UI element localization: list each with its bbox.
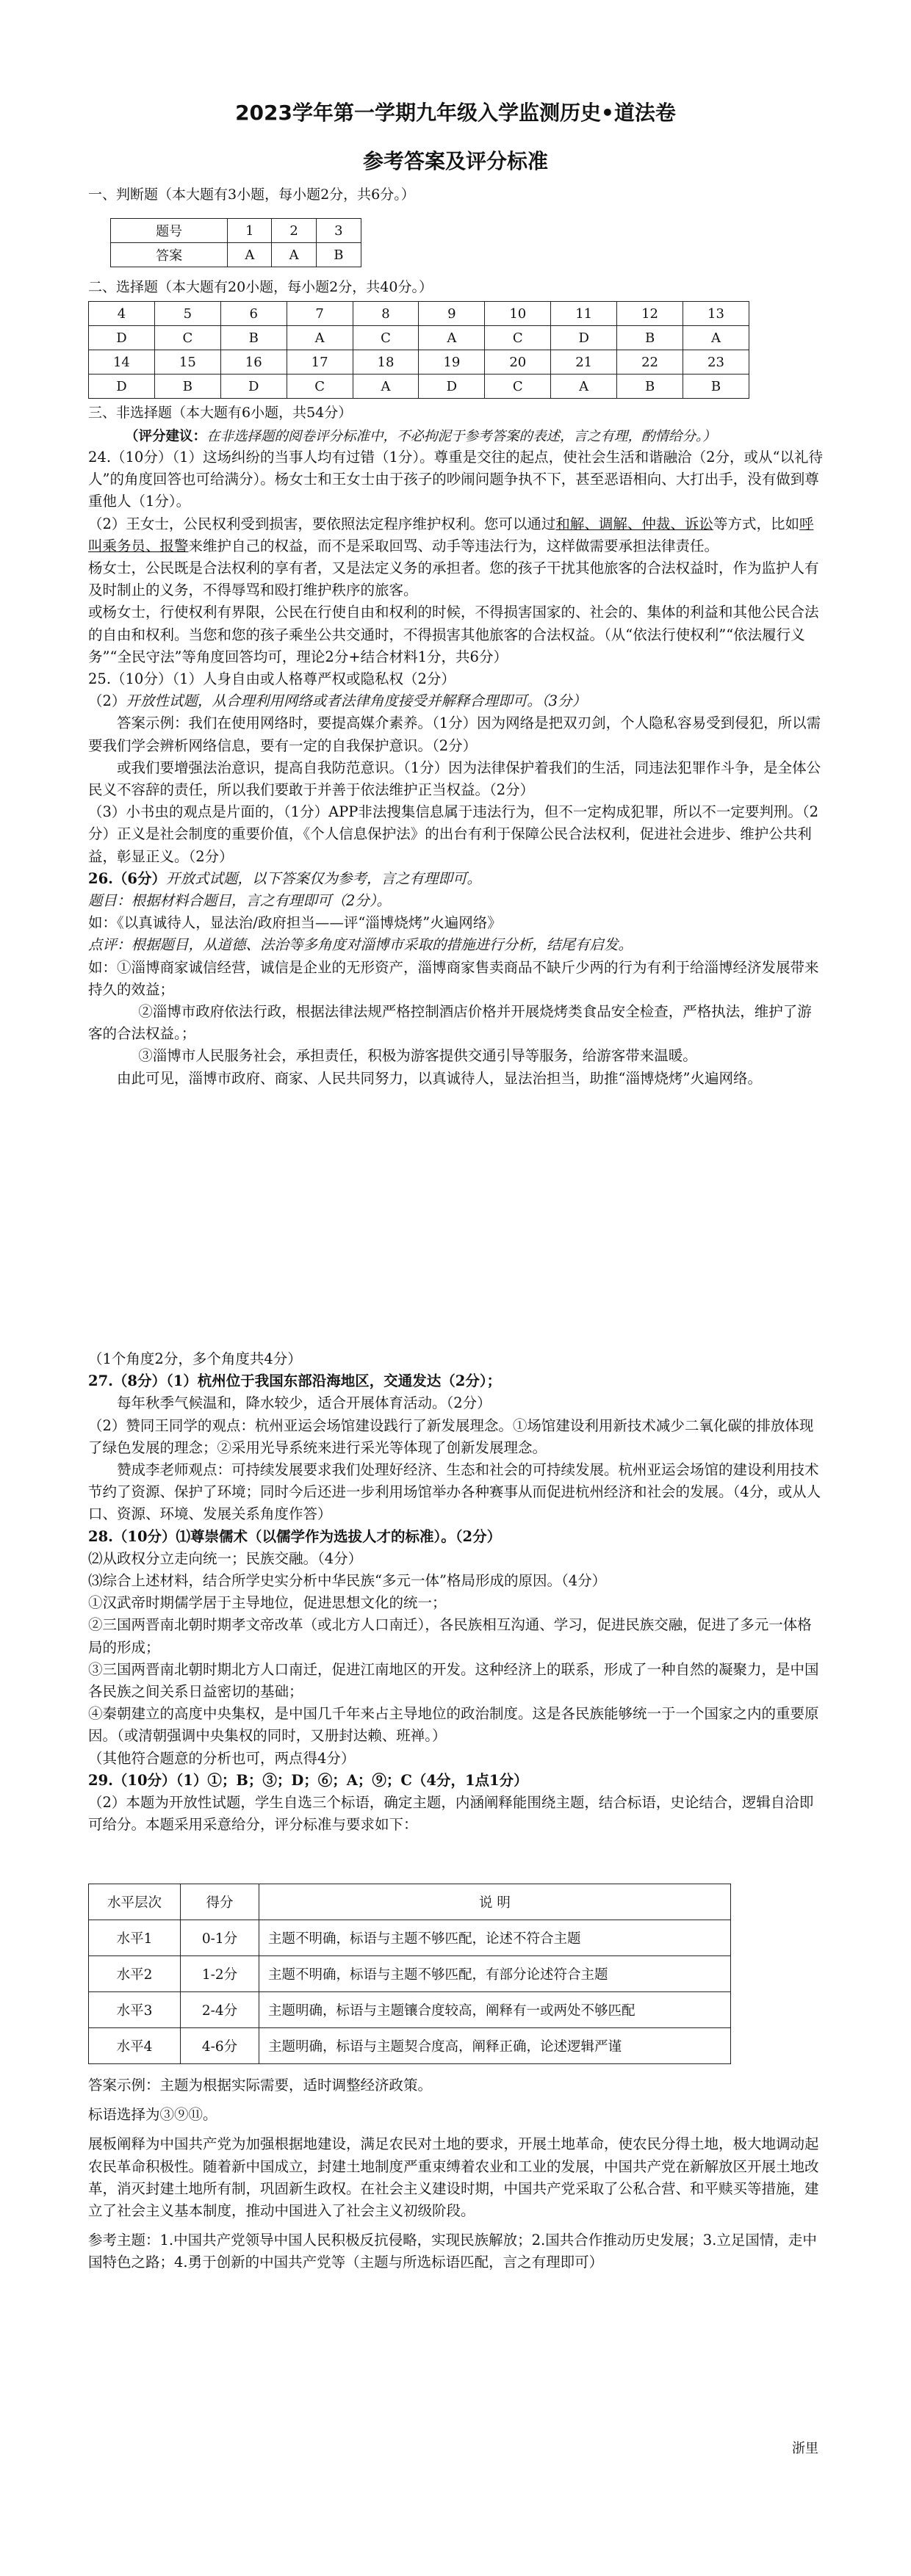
answer-cell: C — [485, 375, 551, 399]
question-number: 13 — [683, 302, 749, 326]
q28-reason-4: ④秦朝建立的高度中央集权，是中国几千年来占主导地位的政治制度。这是各民族能够统一于一个国家之内的重要原因。（或清朝强调中央集权的同时，又册封达赖、班禅。） — [88, 1705, 819, 1745]
help-methods: 呼叫乘务员、报警 — [88, 515, 814, 554]
q26-point-1: 如：①淄博商家诚信经营，诚信是企业的无形资产，淄博商家售卖商品不缺斤少两的行为有利于给淄博经济发展带来持久的效益； — [88, 958, 819, 998]
q25-part3: （3）小书虫的观点是片面的，（1分）APP非法搜集信息属于违法行为，但不一定构成犯罪，所以不一定要判刑。（2分）正义是社会制度的重要价值，《个人信息保护法》的出台有利于保障公民合法权利，促进社会进步、维护公共利益，彰显正义。（2分） — [88, 803, 819, 865]
page-subtitle: 参考答案及评分标准 — [362, 149, 548, 173]
q27-part1: 27.（8分）（1）杭州位于我国东部沿海地区，交通发达（2分）； — [88, 1372, 502, 1390]
question-number: 20 — [485, 350, 551, 375]
table-header: 水平层次 — [89, 1884, 181, 1920]
dispute-methods: 和解、调解、仲裁、诉讼 — [555, 515, 713, 532]
question-number: 2 — [272, 219, 316, 243]
q24-part1: 24.（10分）（1）这场纠纷的当事人均有过错（1分）。尊重是交往的起点，使社会生活和谐融洽（2分，或从“以礼待人”的角度回答也可给满分）。杨女士和王女士由于孩子的吵闹问题争执不下，甚至恶语相向、大打出手，没有做到尊重他人（1分）。 — [88, 449, 824, 510]
q25-example-1: 答案示例：我们在使用网络时，要提高媒介素养。（1分）因为网络是把双刃剑，个人隐私容易受到侵犯，所以需要我们学会辨析网络信息，要有一定的自我保护意识。（2分） — [88, 714, 821, 754]
q25-example-2: 或我们要增强法治意识，提高自我防范意识。（1分）因为法律保护着我们的生活，同违法犯罪作斗争，是全体公民义不容辞的责任，所以我们要敢于并善于依法维护正当权益。（2分） — [88, 759, 821, 799]
table-row: 水平2 1-2分 主题不明确，标语与主题不够匹配，有部分论述符合主题 — [89, 1956, 731, 1992]
question-number: 22 — [617, 350, 683, 375]
question-number: 21 — [551, 350, 617, 375]
answer-cell: A — [551, 375, 617, 399]
section-2-heading: 二、选择题（本大题有20小题，每小题2分，共40分。） — [88, 279, 433, 295]
section-3-heading: 三、非选择题（本大题有6小题，共54分） — [88, 405, 353, 421]
table-row: 水平1 0-1分 主题不明确，标语与主题不够匹配，论述不符合主题 — [89, 1920, 731, 1956]
scoring-level-table — [88, 1884, 731, 2064]
q24-part3: 杨女士，公民既是合法权利的享有者，又是法定义务的承担者。您的孩子干扰其他旅客的合法权益时，作为监护人有及时制止的义务，不得辱骂和殴打维护秩序的旅客。 — [88, 560, 819, 599]
q26-comment: 点评：根据题目，从道德、法治等多角度对淄博市采取的措施进行分析，结尾有启发。 — [88, 936, 633, 954]
question-number: 11 — [551, 302, 617, 326]
q25-part2: （2）开放性试题，从合理利用网络或者法律角度接受并解释合理即可。（3分） — [88, 692, 587, 710]
answer-cell: D — [220, 375, 287, 399]
answer-cell: A — [683, 326, 749, 350]
answers-24-26 — [88, 446, 823, 1090]
answer-cell: A — [287, 326, 353, 350]
q28-reason-2: ②三国两晋南北朝时期孝文帝改革（或北方人口南迁），各民族相互沟通、学习，促进民族交融，促进了多元一体格局的形成； — [88, 1616, 812, 1656]
answer-cell: B — [154, 375, 220, 399]
q28-part3: ⑶综合上述材料，结合所学史实分析中华民族“多元一体”格局形成的原因。（4分） — [88, 1572, 607, 1590]
answer-cell: A — [419, 326, 485, 350]
question-number: 8 — [353, 302, 419, 326]
answer-cell: D — [419, 375, 485, 399]
answer-cell: B — [316, 243, 361, 267]
question-number: 16 — [220, 350, 287, 375]
row-label: 题号 — [111, 219, 228, 243]
answer-cell: B — [617, 326, 683, 350]
q28-part1: 28.（10分）⑴尊崇儒术（以儒学作为选拔人才的标准）。（2分） — [88, 1527, 502, 1545]
q28-reason-1: ①汉武帝时期儒学居于主导地位，促进思想文化的统一； — [88, 1594, 447, 1612]
page-title: 2023学年第一学期九年级入学监测历史•道法卷 — [235, 101, 676, 125]
choice-answer-table — [88, 301, 749, 399]
q27-part2b: 赞成李老师观点：可持续发展要求我们处理好经济、生态和社会的可持续发展。杭州亚运会场馆的建设利用技术节约了资源、保护了环境；同时今后还进一步利用场馆举办各种赛事从而促进杭州经济和社会的发展。（4分，或从人口、资源、环境、发展关系角度作答） — [88, 1461, 821, 1523]
answer-cell: B — [220, 326, 287, 350]
question-number: 17 — [287, 350, 353, 375]
q29-slogans: 标语选择为③⑨⑪。 — [88, 2106, 217, 2124]
answer-cell: A — [353, 375, 419, 399]
q29-part2: （2）本题为开放性试题，学生自选三个标语，确定主题，内涵阐释能围绕主题，结合标语，史论结合，逻辑自洽即可给分。本题采用采意给分，评分标准与要求如下： — [88, 1794, 814, 1834]
q28-reason-3: ③三国两晋南北朝时期北方人口南迁，促进江南地区的开发。这种经济上的联系，形成了一种自然的凝聚力，是中国各民族之间关系日益密切的基础； — [88, 1660, 819, 1701]
question-number: 10 — [485, 302, 551, 326]
answer-cell: D — [89, 326, 155, 350]
table-header: 说 明 — [259, 1884, 731, 1920]
judgment-answer-table — [110, 218, 361, 267]
question-number: 12 — [617, 302, 683, 326]
table-header: 得分 — [181, 1884, 259, 1920]
section-1-heading: 一、判断题（本大题有3小题，每小题2分，共6分。） — [88, 187, 415, 203]
answer-cell: A — [272, 243, 316, 267]
question-number: 7 — [287, 302, 353, 326]
question-number: 14 — [89, 350, 155, 375]
answer-cell: D — [551, 326, 617, 350]
q29-reference-themes: 参考主题：1.中国共产党领导中国人民积极反抗侵略，实现民族解放；2.国共合作推动历史发展；3.立足国情，走中国特色之路；4.勇于创新的中国共产党等（主题与所选标语匹配，言之有理即可） — [88, 2232, 817, 2271]
answer-cell: C — [154, 326, 220, 350]
question-number: 9 — [419, 302, 485, 326]
table-row: 水平3 2-4分 主题明确，标语与主题镶合度较高，阐释有一或两处不够匹配 — [89, 1992, 731, 2028]
question-number: 15 — [154, 350, 220, 375]
q26-angle-note: （1个角度2分，多个角度共4分） — [88, 1350, 302, 1367]
answer-cell: D — [89, 375, 155, 399]
q26-part1: 26.（6分）开放式试题，以下答案仅为参考，言之有理即可。 — [88, 869, 482, 887]
answer-cell: B — [683, 375, 749, 399]
q27-part2: （2）赞同王同学的观点：杭州亚运会场馆建设践行了新发展理念。①场馆建设利用新技术减少二氧化碳的排放体现了绿色发展的理念；②采用光导系统来进行采光等体现了创新发展理念。 — [88, 1417, 814, 1456]
answer-cell: B — [617, 375, 683, 399]
q28-part2: ⑵从政权分立走向统一；民族交融。（4分） — [88, 1549, 363, 1567]
question-number: 5 — [154, 302, 220, 326]
q24-part4: 或杨女士，行使权利有界限，公民在行使自由和权利的时候，不得损害国家的、社会的、集体的利益和其他公民合法的自由和权利。当您和您的孩子乘坐公共交通时，不得损害其他旅客的合法权益。（从“依法行使权利”“依法履行义务”“全民守法”等角度回答均可，理论2分+结合材料1分，共6分） — [88, 604, 819, 665]
question-number: 19 — [419, 350, 485, 375]
q29-explanation: 展板阐释为中国共产党为加强根据地建设，满足农民对土地的要求，开展土地革命，使农民分得土地，极大地调动起农民革命积极性。随着新中国成立，封建土地制度严重束缚着农业和工业的发展，中国共产党在新解放区开展土地改革，消灭封建土地所有制，巩固新生政权。在社会主义建设时期，中国共产党采取了公私合营、和平赎买等措施，建立了社会主义基本制度，推动中国进入了社会主义初级阶段。 — [88, 2135, 819, 2220]
question-number: 1 — [228, 219, 272, 243]
table-row: 水平4 4-6分 主题明确，标语与主题契合度高，阐释正确，论述逻辑严谨 — [89, 2028, 731, 2064]
q29-part1: 29.（10分）（1）①；B；③；D；⑥；A；⑨；C（4分，1点1分） — [88, 1771, 528, 1789]
scoring-note-text: 在非选择题的阅卷评分标准中，不必拘泥于参考答案的表述，言之有理，酌情给分。） — [206, 429, 716, 444]
answer-cell: C — [287, 375, 353, 399]
scoring-note-label: （评分建议： — [125, 429, 207, 444]
question-number: 23 — [683, 350, 749, 375]
q25-part1: 25.（10分）（1）人身自由或人格尊严权或隐私权（2分） — [88, 670, 455, 688]
question-number: 18 — [353, 350, 419, 375]
q28-note: （其他符合题意的分析也可，两点得4分） — [88, 1749, 356, 1767]
q26-conclusion: 由此可见，淄博市政府、商家、人民共同努力，以真诚待人，显法治担当，助推“淄博烧烤”火遍网络。 — [117, 1069, 762, 1087]
q26-point-2: ②淄博市政府依法行政，根据法律法规严格控制酒店价格并开展烧烤类食品安全检查，严格执法，维护了游客的合法权益。； — [88, 1003, 812, 1043]
q26-point-3: ③淄博市人民服务社会，承担责任，积极为游客提供交通引导等服务，给游客带来温暖。 — [138, 1047, 697, 1065]
question-number: 6 — [220, 302, 287, 326]
answer-cell: A — [228, 243, 272, 267]
answers-27-29 — [88, 1348, 823, 1836]
q29-example-theme: 答案示例：主题为根据实际需要，适时调整经济政策。 — [88, 2077, 433, 2094]
answer-cell: C — [485, 326, 551, 350]
footer-mark: 浙里 — [792, 2441, 818, 2456]
q27-part1b: 每年秋季气候温和，降水较少，适合开展体育活动。（2分） — [117, 1394, 491, 1412]
scoring-note — [125, 426, 716, 445]
answer-cell: C — [353, 326, 419, 350]
q29-example — [88, 2074, 823, 2274]
question-number: 4 — [89, 302, 155, 326]
q26-title-rule: 题目：根据材料合题目，言之有理即可（2分）。 — [88, 892, 392, 910]
q24-part2: （2）王女士，公民权利受到损害，要依照法定程序维护权利。您可以通过和解、调解、仲裁、诉讼等方式，比如呼叫乘务员、报警来维护自己的权益，而不是采取回骂、动手等违法行为，这样做需要承担法律责任。 — [88, 515, 814, 554]
question-number: 3 — [316, 219, 361, 243]
q26-example-title: 如：《以真诚待人，显法治/政府担当——评“淄博烧烤”火遍网络》 — [88, 914, 502, 932]
row-label: 答案 — [111, 243, 228, 267]
